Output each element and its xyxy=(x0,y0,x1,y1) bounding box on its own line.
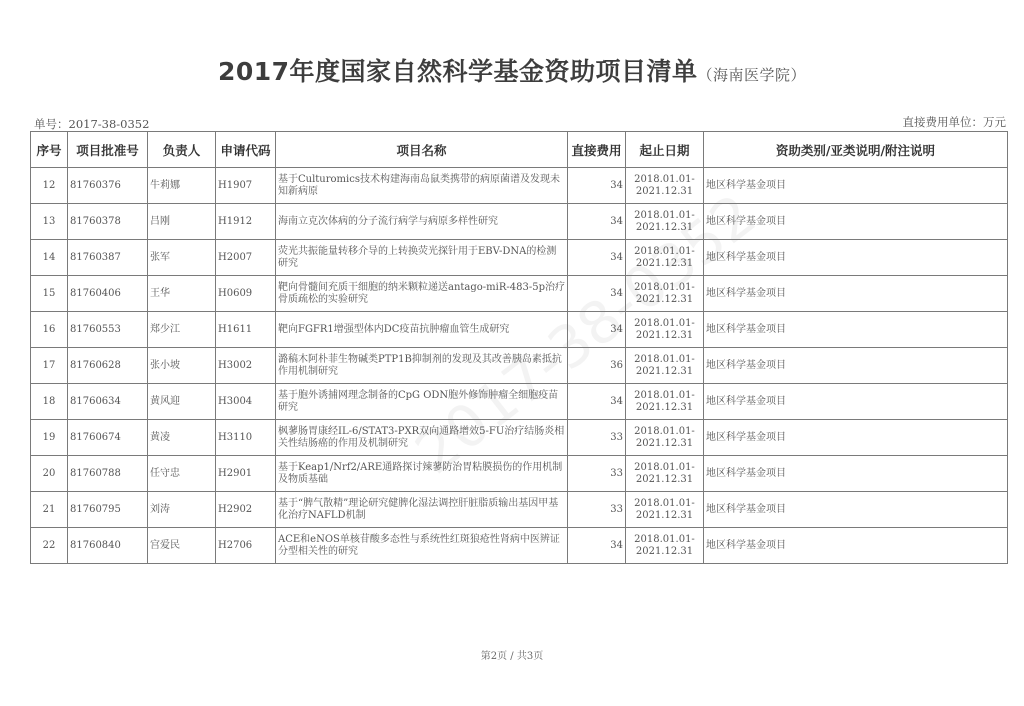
cell-principal-investigator: 王华 xyxy=(148,276,216,312)
date-start: 2018.01.01- xyxy=(634,461,695,473)
cell-principal-investigator: 郑少江 xyxy=(148,312,216,348)
cell-funding-category: 地区科学基金项目 xyxy=(704,528,1008,564)
cell-project-title: 基于胞外诱捕网理念制备的CpG ODN胞外修饰肿瘤全细胞疫苗研究 xyxy=(276,384,568,420)
cell-project-title: 荧光共振能量转移介导的上转换荧光探针用于EBV-DNA的检测研究 xyxy=(276,240,568,276)
cell-funding-category: 地区科学基金项目 xyxy=(704,168,1008,204)
date-start: 2018.01.01- xyxy=(634,353,695,365)
cell-date-range xyxy=(626,276,704,312)
table-row xyxy=(31,492,1008,528)
cell-funding-category: 地区科学基金项目 xyxy=(704,240,1008,276)
col-header-pi: 负责人 xyxy=(148,132,216,168)
date-start: 2018.01.01- xyxy=(634,245,695,257)
cell-application-code: H2902 xyxy=(216,492,276,528)
cell-approval-number: 81760634 xyxy=(68,384,148,420)
col-header-code: 申请代码 xyxy=(216,132,276,168)
cell-serial-no: 21 xyxy=(31,492,68,528)
cell-date-range xyxy=(626,168,704,204)
date-end: 2021.12.31 xyxy=(635,185,694,197)
date-start: 2018.01.01- xyxy=(634,173,695,185)
date-start: 2018.01.01- xyxy=(634,497,695,509)
cell-project-title: 基于Keap1/Nrf2/ARE通路探讨辣蓼防治胃粘膜损伤的作用机制及物质基础 xyxy=(276,456,568,492)
table-row xyxy=(31,384,1008,420)
cell-principal-investigator: 牛莉娜 xyxy=(148,168,216,204)
date-start: 2018.01.01- xyxy=(634,281,695,293)
col-header-category: 资助类别/亚类说明/附注说明 xyxy=(704,132,1008,168)
table-row xyxy=(31,528,1008,564)
cell-date-range xyxy=(626,348,704,384)
cell-application-code: H1611 xyxy=(216,312,276,348)
cell-direct-cost: 34 xyxy=(568,528,626,564)
table-row xyxy=(31,168,1008,204)
cell-approval-number: 81760674 xyxy=(68,420,148,456)
date-end: 2021.12.31 xyxy=(635,473,694,485)
cell-principal-investigator: 任守忠 xyxy=(148,456,216,492)
cell-funding-category: 地区科学基金项目 xyxy=(704,492,1008,528)
cell-serial-no: 12 xyxy=(31,168,68,204)
table-row xyxy=(31,240,1008,276)
cell-approval-number: 81760378 xyxy=(68,204,148,240)
page-info: 第2页 / 共3页 xyxy=(480,651,544,662)
table-row xyxy=(31,348,1008,384)
date-start: 2018.01.01- xyxy=(634,533,695,545)
col-header-no: 序号 xyxy=(31,132,68,168)
unit-note: 直接费用单位：万元 xyxy=(902,115,1006,129)
cell-date-range xyxy=(626,204,704,240)
table-row xyxy=(31,312,1008,348)
cell-principal-investigator: 吕刚 xyxy=(148,204,216,240)
cell-approval-number: 81760795 xyxy=(68,492,148,528)
cell-funding-category: 地区科学基金项目 xyxy=(704,312,1008,348)
cell-serial-no: 17 xyxy=(31,348,68,384)
cell-funding-category: 地区科学基金项目 xyxy=(704,420,1008,456)
date-start: 2018.01.01- xyxy=(634,317,695,329)
cell-approval-number: 81760788 xyxy=(68,456,148,492)
col-header-fee: 直接费用 xyxy=(568,132,626,168)
cell-approval-number: 81760376 xyxy=(68,168,148,204)
cell-direct-cost: 33 xyxy=(568,456,626,492)
date-end: 2021.12.31 xyxy=(635,365,694,377)
title-institution: （海南医学院） xyxy=(697,66,807,84)
cell-project-title: ACE和eNOS单核苷酸多态性与系统性红斑狼疮性肾病中医辨证分型相关性的研究 xyxy=(276,528,568,564)
cell-funding-category: 地区科学基金项目 xyxy=(704,204,1008,240)
table-row xyxy=(31,456,1008,492)
cell-direct-cost: 34 xyxy=(568,276,626,312)
date-end: 2021.12.31 xyxy=(635,221,694,233)
cell-approval-number: 81760840 xyxy=(68,528,148,564)
cell-direct-cost: 34 xyxy=(568,384,626,420)
table-body xyxy=(31,168,1008,564)
table-row xyxy=(31,204,1008,240)
cell-application-code: H1907 xyxy=(216,168,276,204)
cell-project-title: 靶向FGFR1增强型体内DC疫苗抗肿瘤血管生成研究 xyxy=(276,312,568,348)
cell-date-range xyxy=(626,528,704,564)
cell-direct-cost: 33 xyxy=(568,420,626,456)
cell-application-code: H2901 xyxy=(216,456,276,492)
date-end: 2021.12.31 xyxy=(635,545,694,557)
cell-application-code: H2706 xyxy=(216,528,276,564)
cell-date-range xyxy=(626,384,704,420)
cell-date-range xyxy=(626,312,704,348)
date-start: 2018.01.01- xyxy=(634,425,695,437)
cell-serial-no: 20 xyxy=(31,456,68,492)
date-end: 2021.12.31 xyxy=(635,401,694,413)
cell-principal-investigator: 黄凌 xyxy=(148,420,216,456)
date-start: 2018.01.01- xyxy=(634,209,695,221)
cell-serial-no: 22 xyxy=(31,528,68,564)
cell-principal-investigator: 刘涛 xyxy=(148,492,216,528)
cell-date-range xyxy=(626,492,704,528)
cell-direct-cost: 33 xyxy=(568,492,626,528)
table-header-row xyxy=(31,132,1008,168)
cell-principal-investigator: 黄风迎 xyxy=(148,384,216,420)
cell-funding-category: 地区科学基金项目 xyxy=(704,456,1008,492)
date-end: 2021.12.31 xyxy=(635,257,694,269)
date-end: 2021.12.31 xyxy=(635,329,694,341)
cell-approval-number: 81760387 xyxy=(68,240,148,276)
date-start: 2018.01.01- xyxy=(634,389,695,401)
cell-approval-number: 81760406 xyxy=(68,276,148,312)
cell-application-code: H2007 xyxy=(216,240,276,276)
cell-project-title: 海南立克次体病的分子流行病学与病原多样性研究 xyxy=(276,204,568,240)
cell-funding-category: 地区科学基金项目 xyxy=(704,348,1008,384)
cell-serial-no: 19 xyxy=(31,420,68,456)
date-end: 2021.12.31 xyxy=(635,293,694,305)
cell-funding-category: 地区科学基金项目 xyxy=(704,384,1008,420)
date-end: 2021.12.31 xyxy=(635,509,694,521)
cell-project-title: 基于“脾气散精”理论研究健脾化湿法调控肝脏脂质输出基因甲基化治疗NAFLD机制 xyxy=(276,492,568,528)
cell-serial-no: 14 xyxy=(31,240,68,276)
cell-project-title: 枫蓼肠胃康经IL-6/STAT3-PXR双向通路增效5-FU治疗结肠炎相关性结肠癌的作用及机制研究 xyxy=(276,420,568,456)
cell-date-range xyxy=(626,456,704,492)
cell-direct-cost: 34 xyxy=(568,240,626,276)
col-header-approval: 项目批准号 xyxy=(68,132,148,168)
title-main: 2017年度国家自然科学基金资助项目清单 xyxy=(217,57,698,86)
cell-principal-investigator: 宫爱民 xyxy=(148,528,216,564)
cell-project-title: 靶向骨髓间充质干细胞的纳米颗粒递送antago-miR-483-5p治疗骨质疏松的实验研究 xyxy=(276,276,568,312)
cell-application-code: H1912 xyxy=(216,204,276,240)
cell-direct-cost: 34 xyxy=(568,168,626,204)
cell-application-code: H3002 xyxy=(216,348,276,384)
page-title xyxy=(0,52,1024,88)
cell-direct-cost: 34 xyxy=(568,312,626,348)
cell-approval-number: 81760553 xyxy=(68,312,148,348)
cell-direct-cost: 36 xyxy=(568,348,626,384)
cell-serial-no: 16 xyxy=(31,312,68,348)
grant-table xyxy=(30,131,1008,564)
cell-serial-no: 15 xyxy=(31,276,68,312)
cell-approval-number: 81760628 xyxy=(68,348,148,384)
cell-date-range xyxy=(626,240,704,276)
cell-serial-no: 13 xyxy=(31,204,68,240)
cell-application-code: H3110 xyxy=(216,420,276,456)
col-header-dates: 起止日期 xyxy=(626,132,704,168)
cell-direct-cost: 34 xyxy=(568,204,626,240)
cell-application-code: H3004 xyxy=(216,384,276,420)
table-row xyxy=(31,420,1008,456)
cell-project-title: 潞稿木阿朴菲生物碱类PTP1B抑制剂的发现及其改善胰岛素抵抗作用机制研究 xyxy=(276,348,568,384)
cell-principal-investigator: 张军 xyxy=(148,240,216,276)
cell-funding-category: 地区科学基金项目 xyxy=(704,276,1008,312)
cell-project-title: 基于Culturomics技术构建海南岛鼠类携带的病原菌谱及发现未知新病原 xyxy=(276,168,568,204)
cell-application-code: H0609 xyxy=(216,276,276,312)
table-row xyxy=(31,276,1008,312)
cell-date-range xyxy=(626,420,704,456)
date-end: 2021.12.31 xyxy=(635,437,694,449)
cell-serial-no: 18 xyxy=(31,384,68,420)
doc-number: 单号：2017-38-0352 xyxy=(34,117,150,131)
col-header-title: 项目名称 xyxy=(276,132,568,168)
cell-principal-investigator: 张小坡 xyxy=(148,348,216,384)
